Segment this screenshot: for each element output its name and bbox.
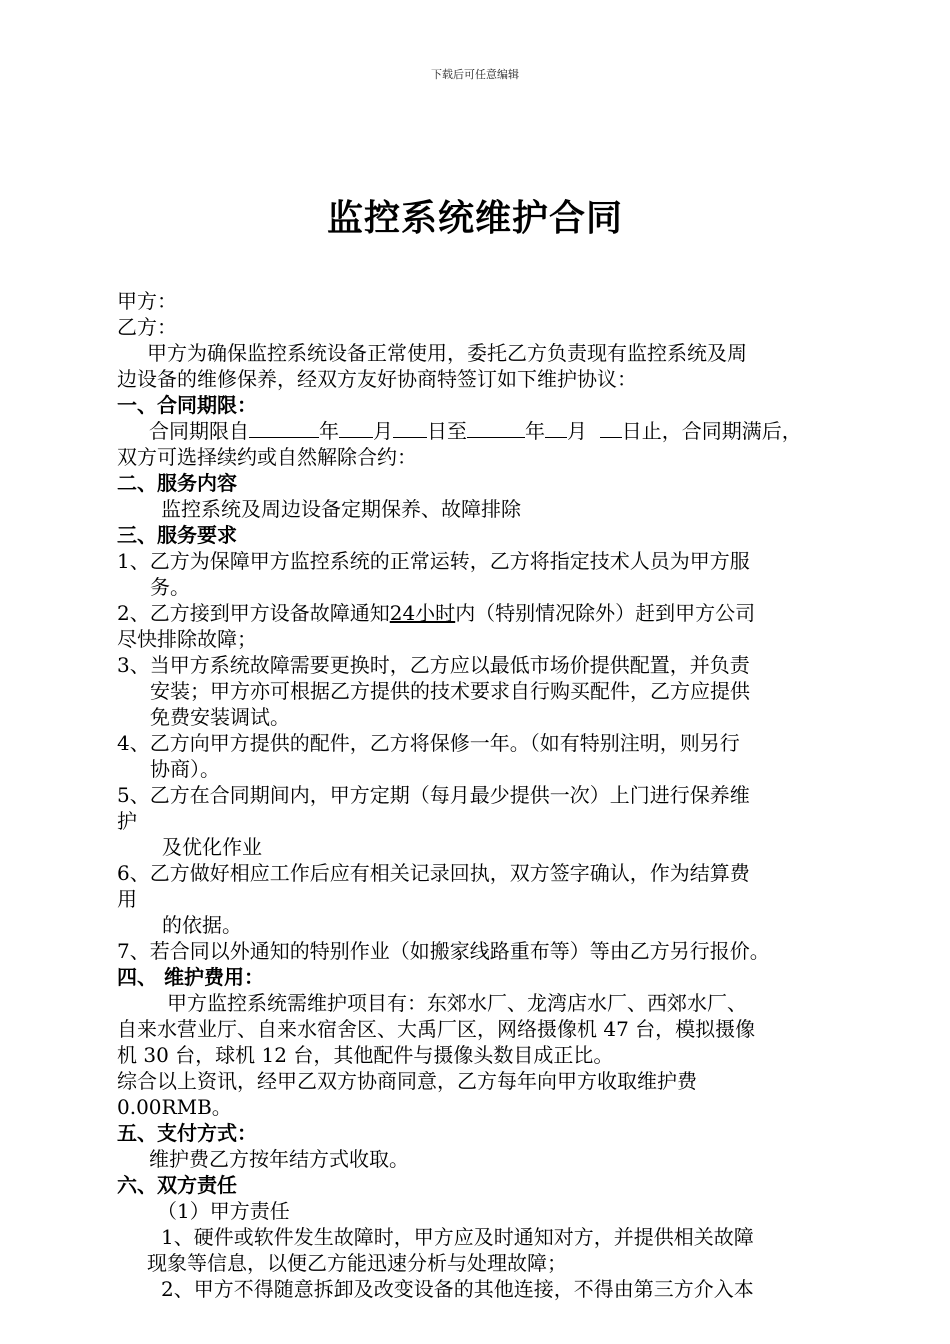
intro-line: 甲方为确保监控系统设备正常使用，委托乙方负责现有监控系统及周 bbox=[147, 341, 747, 365]
header-note: 下载后可任意编辑 bbox=[431, 68, 519, 81]
party-a-label: 甲方： bbox=[117, 289, 177, 313]
fee-line: 机 30 台，球机 12 台，其他配件与摄像头数目成正比。 bbox=[117, 1043, 614, 1067]
blank-month-end bbox=[545, 419, 567, 438]
blank-day-end bbox=[600, 419, 622, 438]
blank-year-end bbox=[467, 419, 525, 438]
section-heading: 一、合同期限： bbox=[117, 393, 257, 417]
requirement-text: 内（特别情况除外）赶到甲方公司 bbox=[455, 601, 756, 625]
document-title: 监控系统维护合同 bbox=[326, 198, 623, 239]
requirement-text: 2、乙方接到甲方设备故障通知 bbox=[117, 601, 390, 625]
requirement-item: 安装；甲方亦可根据乙方提供的技术要求自行购买配件，乙方应提供 bbox=[150, 679, 750, 703]
fee-amount: 0.00RMB。 bbox=[117, 1095, 232, 1119]
response-time: 24小时 bbox=[389, 601, 456, 625]
requirement-item: 免费安装调试。 bbox=[150, 705, 290, 729]
intro-line: 边设备的维修保养，经双方友好协商特签订如下维护协议： bbox=[117, 367, 637, 391]
payment-text: 维护费乙方按年结方式收取。 bbox=[149, 1147, 409, 1171]
term-text: 日至 bbox=[427, 419, 467, 443]
responsibility-item: 1、硬件或软件发生故障时，甲方应及时通知对方，并提供相关故障 bbox=[161, 1225, 754, 1249]
requirement-item: 务。 bbox=[150, 575, 190, 599]
requirement-item: 6、乙方做好相应工作后应有相关记录回执，双方签字确认，作为结算费 bbox=[117, 861, 750, 885]
blank-year-start bbox=[249, 419, 319, 438]
section-heading: 五、支付方式： bbox=[117, 1121, 257, 1145]
requirement-item: 的依据。 bbox=[162, 913, 242, 937]
requirement-item: 5、乙方在合同期间内，甲方定期（每月最少提供一次）上门进行保养维 bbox=[117, 783, 750, 807]
responsibility-item: 2、甲方不得随意拆卸及改变设备的其他连接，不得由第三方介入本 bbox=[161, 1277, 754, 1301]
fee-line: 甲方监控系统需维护项目有：东郊水厂、龙湾店水厂、西郊水厂、 bbox=[167, 991, 747, 1015]
requirement-item: 及优化作业 bbox=[162, 835, 262, 859]
service-content: 监控系统及周边设备定期保养、故障排除 bbox=[161, 497, 521, 521]
section-heading: 六、双方责任 bbox=[117, 1173, 237, 1197]
requirement-item: 协商）。 bbox=[150, 757, 220, 781]
requirement-item: 护 bbox=[117, 809, 137, 833]
term-text: 日止，合同期满后， bbox=[621, 419, 802, 443]
party-b-label: 乙方： bbox=[117, 315, 177, 339]
section-heading: 二、服务内容 bbox=[117, 471, 237, 495]
responsibility-item: 现象等信息，以便乙方能迅速分析与处理故障； bbox=[147, 1251, 567, 1275]
term-line: 双方可选择续约或自然解除合约： bbox=[117, 445, 417, 469]
blank-day-start bbox=[393, 419, 427, 438]
requirement-item: 用 bbox=[117, 887, 137, 911]
blank-month-start bbox=[339, 419, 373, 438]
requirement-item: 7、若合同以外通知的特别作业（如搬家线路重布等）等由乙方另行报价。 bbox=[117, 939, 770, 963]
requirement-item: 3、当甲方系统故障需要更换时，乙方应以最低市场价提供配置，并负责 bbox=[117, 653, 750, 677]
term-text: 年 bbox=[525, 419, 545, 443]
section-heading: 三、服务要求 bbox=[117, 523, 237, 547]
term-text: 月 bbox=[373, 419, 393, 443]
fee-line: 综合以上资讯，经甲乙双方协商同意，乙方每年向甲方收取维护费 bbox=[117, 1069, 697, 1093]
section-heading: 四、 维护费用： bbox=[117, 965, 264, 989]
term-line bbox=[117, 418, 847, 444]
requirement-item bbox=[117, 600, 847, 626]
requirement-item: 尽快排除故障； bbox=[117, 627, 257, 651]
contract-body bbox=[117, 288, 847, 1302]
term-text: 年 bbox=[319, 419, 339, 443]
term-text: 合同期限自 bbox=[149, 419, 249, 443]
fee-line: 自来水营业厅、自来水宿舍区、大禹厂区，网络摄像机 47 台，模拟摄像 bbox=[117, 1017, 756, 1041]
requirement-item: 4、乙方向甲方提供的配件，乙方将保修一年。（如有特别注明，则另行 bbox=[117, 731, 740, 755]
subsection-heading: （1）甲方责任 bbox=[157, 1199, 290, 1223]
term-text: 月 bbox=[567, 419, 587, 443]
requirement-item: 1、乙方为保障甲方监控系统的正常运转，乙方将指定技术人员为甲方服 bbox=[117, 549, 750, 573]
